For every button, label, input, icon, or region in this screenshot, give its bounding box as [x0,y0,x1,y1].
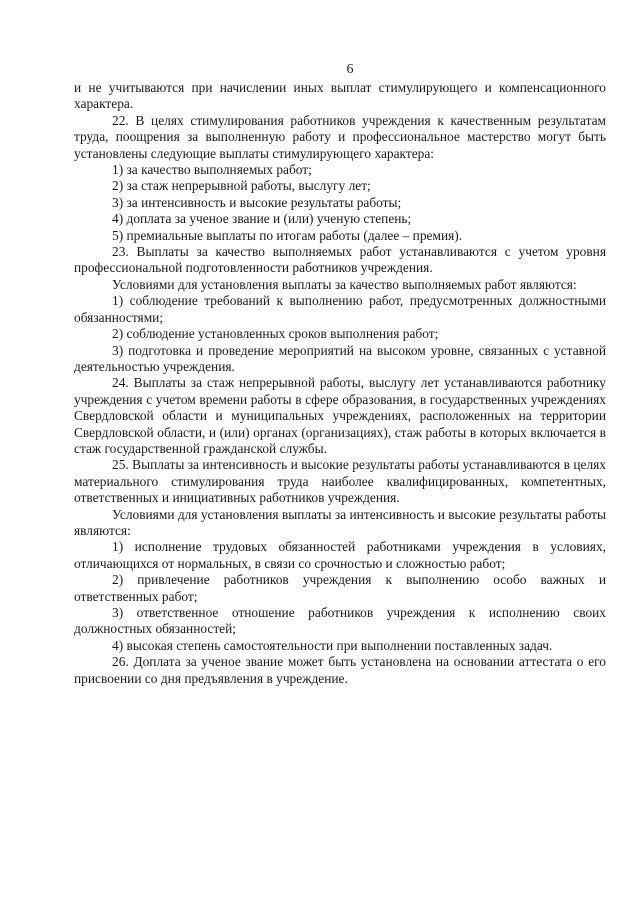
paragraph: 2) за стаж непрерывной работы, выслугу лет; [112,178,371,194]
paragraph: 1) исполнение трудовых обязанностей работниками учреждения в условиях, отличающихся от нормальных, в связи со срочностью и сложностью работ; [74,539,606,571]
paragraph: 5) премиальные выплаты по итогам работы (далее – премия). [112,227,463,243]
paragraph: и не учитываются при начислении иных выплат стимулирующего и компенсационного характера. [74,80,606,112]
paragraph: 3) за интенсивность и высокие результаты работы; [112,194,402,210]
paragraph: 1) соблюдение требований к выполнению работ, предусмотренных должностными обязанностями; [74,293,606,325]
paragraph: 23. Выплаты за качество выполняемых работ устанавливаются с учетом уровня профессиональной подготовленности работников учреждения. [74,244,606,276]
paragraph: Условиями для установления выплаты за качество выполняемых работ являются: [112,276,577,292]
document-body [74,80,606,687]
paragraph: 2) соблюдение установленных сроков выполнения работ; [112,326,439,342]
paragraph: 3) подготовка и проведение мероприятий на высоком уровне, связанных с уставной деятельностью учреждения. [74,342,606,374]
page-number: 6 [346,62,354,77]
paragraph: 25. Выплаты за интенсивность и высокие результаты работы устанавливаются в целях материального стимулирования труда наиболее квалифицированных, компетентных, ответственных и инициативных работников учреждения. [74,457,606,506]
paragraph: 24. Выплаты за стаж непрерывной работы, выслугу лет устанавливаются работнику учреждения с учетом времени работы в сфере образования, в государственных учреждениях Свердловской области и муниципальных учреждениях, расположенных на территории Свердловской области, и (или) органах (организациях), стаж работы в которых включается в стаж государственной гражданской службы. [74,375,606,456]
paragraph: 1) за качество выполняемых работ; [112,162,312,178]
paragraph: 22. В целях стимулирования работников учреждения к качественным результатам труда, поощрения за выполненную работу и профессиональное мастерство могут быть установлены следующие выплаты стимулирующего характера: [74,112,606,161]
paragraph: 26. Доплата за ученое звание может быть установлена на основании аттестата о его присвоении со дня предъявления в учреждение. [74,654,606,686]
paragraph: Условиями для установления выплаты за интенсивность и высокие результаты работы являются: [74,506,606,538]
paragraph: 4) доплата за ученое звание и (или) ученую степень; [112,211,412,227]
paragraph: 3) ответственное отношение работников учреждения к исполнению своих должностных обязанностей; [74,605,606,637]
paragraph: 4) высокая степень самостоятельности при выполнении поставленных задач. [112,637,553,653]
paragraph: 2) привлечение работников учреждения к выполнению особо важных и ответственных работ; [74,572,606,604]
